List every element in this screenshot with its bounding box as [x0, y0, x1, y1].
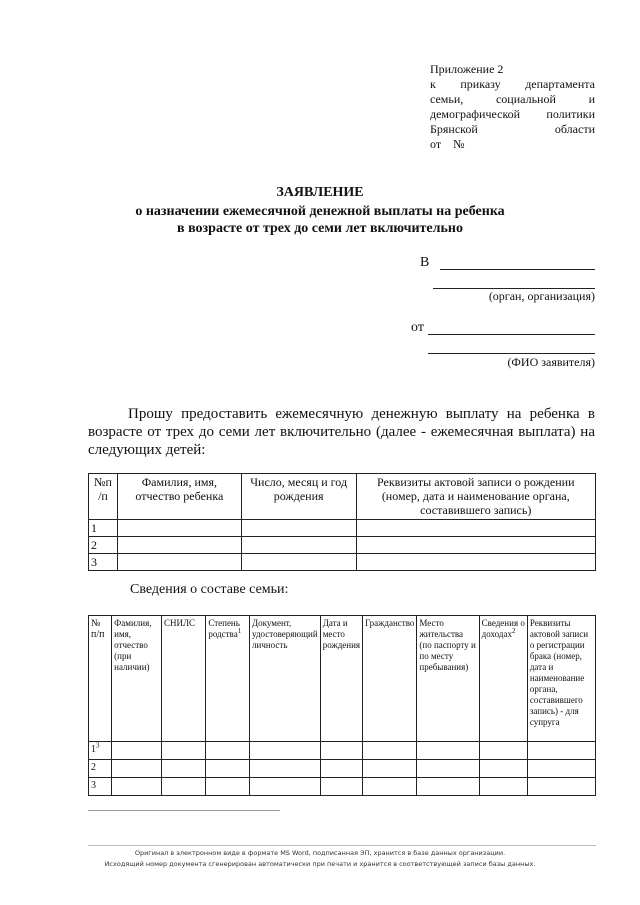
- header-cell: Реквизиты актовой записи о регистрации брака (номер, дата и наименование органа, составившего запись) - для супруга: [527, 616, 595, 742]
- table-cell[interactable]: [241, 554, 356, 571]
- to-hint: (орган, организация): [488, 289, 595, 303]
- footnote-ref: 1: [237, 627, 242, 635]
- appendix-line: Брянской области: [430, 122, 595, 136]
- header-cell: [479, 616, 527, 742]
- appendix-block: [430, 62, 595, 152]
- table-cell[interactable]: [161, 760, 205, 778]
- footnote-separator: [88, 810, 280, 811]
- table-cell[interactable]: [417, 760, 479, 778]
- table-cell[interactable]: [417, 742, 479, 760]
- table-cell[interactable]: [117, 520, 241, 537]
- table-cell[interactable]: [161, 778, 205, 796]
- table-cell[interactable]: [241, 520, 356, 537]
- from-input-line-2[interactable]: [428, 337, 595, 354]
- row-number: 1: [89, 520, 118, 537]
- request-text: Прошу предоставить ежемесячную денежную выплату на ребенка в возрасте от трех до семи лет включительно (далее - ежемесячная выплата) на следующих детей:: [88, 406, 595, 458]
- header-cell: Фамилия, имя, отчество ребенка: [117, 474, 241, 520]
- appendix-line: Приложение 2: [430, 62, 504, 76]
- children-table: [88, 473, 596, 571]
- header-cell: Число, месяц и год рождения: [241, 474, 356, 520]
- row-number: $1^3$: [89, 742, 112, 760]
- table-cell[interactable]: [250, 778, 321, 796]
- table-cell[interactable]: [320, 778, 362, 796]
- footer-divider: [88, 845, 596, 846]
- table-cell[interactable]: [479, 778, 527, 796]
- header-cell: СНИЛС: [161, 616, 205, 742]
- table-cell[interactable]: [356, 520, 595, 537]
- table-cell[interactable]: [206, 778, 250, 796]
- footer-note: Оригинал в электронном виде в формате MS Word, подписанная ЭП, хранится в базе данных организации.: [134, 849, 506, 857]
- appendix-line: к приказу департамента: [430, 77, 595, 91]
- row-number: 2: [89, 760, 112, 778]
- header-cell: № п/п: [89, 616, 112, 742]
- table-cell[interactable]: [117, 554, 241, 571]
- family-table: [88, 615, 596, 796]
- header-cell: Гражданство: [363, 616, 417, 742]
- from-label: от: [411, 320, 424, 335]
- to-label: В: [420, 255, 430, 270]
- table-header-row: [89, 616, 596, 742]
- table-cell[interactable]: [479, 760, 527, 778]
- request-paragraph: [88, 405, 595, 459]
- table-cell[interactable]: [206, 742, 250, 760]
- footnote-ref: 2: [511, 627, 516, 635]
- header-cell: №п /п: [89, 474, 118, 520]
- document-subtitle: в возрасте от трех до семи лет включительно: [177, 221, 463, 236]
- from-input-line[interactable]: [428, 318, 595, 335]
- footer-note: Исходящий номер документа сгенерирован автоматически при печати и хранится в соответствующей записи базы данных.: [104, 860, 536, 868]
- table-cell[interactable]: [417, 778, 479, 796]
- appendix-line: семьи, социальной и: [430, 92, 595, 106]
- table-header-row: [89, 474, 596, 520]
- from-hint: (ФИО заявителя): [507, 355, 595, 369]
- header-cell: [206, 616, 250, 742]
- table-cell[interactable]: [527, 778, 595, 796]
- header-text: Сведения о доходах: [481, 618, 525, 639]
- table-cell[interactable]: [363, 778, 417, 796]
- table-cell[interactable]: [320, 760, 362, 778]
- table-cell[interactable]: [161, 742, 205, 760]
- family-section-title: Сведения о составе семьи:: [130, 582, 289, 597]
- table-cell[interactable]: [241, 537, 356, 554]
- document-title: ЗАЯВЛЕНИЕ: [276, 185, 364, 200]
- table-cell[interactable]: [356, 554, 595, 571]
- header-cell: Дата и место рождения: [320, 616, 362, 742]
- table-cell[interactable]: [112, 742, 162, 760]
- table-cell[interactable]: [206, 760, 250, 778]
- table-cell[interactable]: [320, 742, 362, 760]
- to-input-line[interactable]: [440, 253, 595, 270]
- document-subtitle: о назначении ежемесячной денежной выплаты на ребенка: [135, 204, 505, 219]
- row-number: 2: [89, 537, 118, 554]
- table-cell[interactable]: [117, 537, 241, 554]
- table-cell[interactable]: [250, 760, 321, 778]
- header-cell: Фамилия, имя, отчество (при наличии): [112, 616, 162, 742]
- table-cell[interactable]: [527, 760, 595, 778]
- table-row: [89, 742, 596, 760]
- table-cell[interactable]: [527, 742, 595, 760]
- row-number: 3: [89, 778, 112, 796]
- table-row: [89, 554, 596, 571]
- table-cell[interactable]: [363, 742, 417, 760]
- table-cell[interactable]: [112, 778, 162, 796]
- header-cell: Документ, удостоверяющий личность: [250, 616, 321, 742]
- row-number: 3: [89, 554, 118, 571]
- table-cell[interactable]: [250, 742, 321, 760]
- table-row: [89, 520, 596, 537]
- table-row: [89, 778, 596, 796]
- table-cell[interactable]: [363, 760, 417, 778]
- table-row: [89, 537, 596, 554]
- appendix-line: демографической политики: [430, 107, 595, 121]
- table-row: [89, 760, 596, 778]
- table-cell[interactable]: [112, 760, 162, 778]
- footnote-ref: 3: [96, 741, 100, 750]
- table-cell[interactable]: [479, 742, 527, 760]
- table-cell[interactable]: [356, 537, 595, 554]
- header-cell: Реквизиты актовой записи о рождении (номер, дата и наименование органа, составившего запись): [356, 474, 595, 520]
- to-input-line-2[interactable]: [433, 272, 595, 289]
- appendix-line: от №: [430, 137, 465, 151]
- header-text: Степень родства: [208, 618, 240, 639]
- header-cell: Место жительства (по паспорту и по месту пребывания): [417, 616, 479, 742]
